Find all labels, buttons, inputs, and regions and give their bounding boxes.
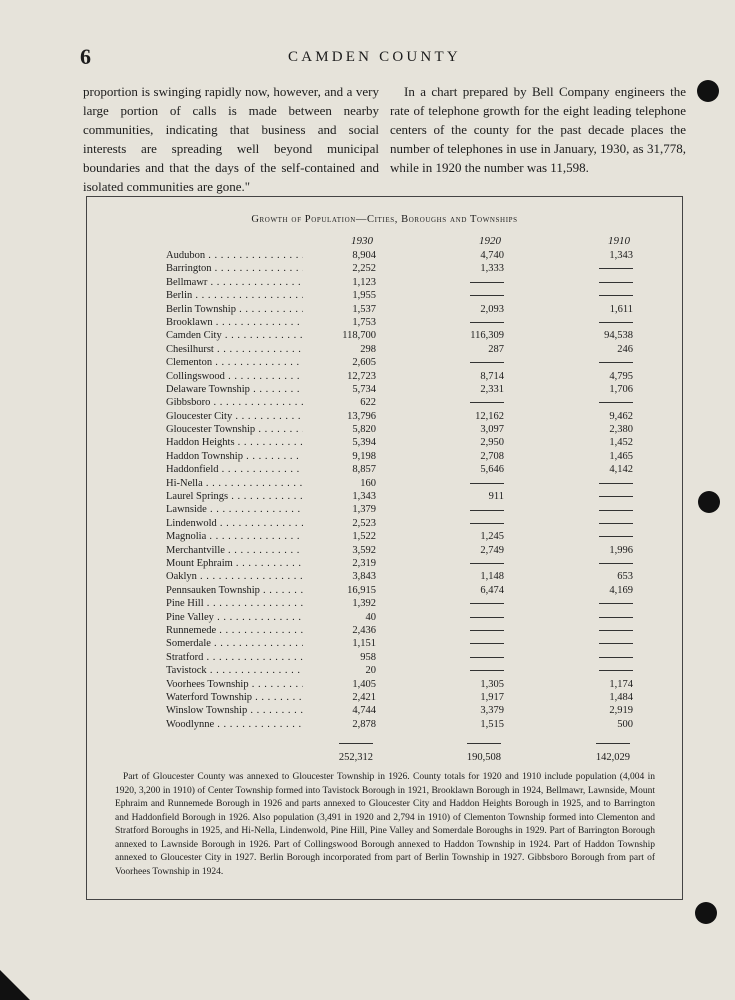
empty-value-dash bbox=[599, 282, 633, 283]
year-header-1910: 1910 bbox=[608, 235, 630, 247]
empty-value-dash bbox=[599, 402, 633, 403]
table-row bbox=[87, 303, 682, 316]
population-1920: 287 bbox=[431, 343, 504, 356]
population-1930: 8,857 bbox=[303, 463, 376, 476]
total-1920: 190,508 bbox=[466, 752, 501, 763]
population-1910: 4,142 bbox=[560, 463, 633, 476]
empty-value-dash bbox=[599, 630, 633, 631]
empty-value-dash bbox=[599, 362, 633, 363]
population-1910 bbox=[560, 597, 633, 610]
population-1920 bbox=[431, 611, 504, 624]
page-corner bbox=[0, 970, 30, 1000]
population-1930: 4,744 bbox=[303, 704, 376, 717]
population-1920 bbox=[431, 624, 504, 637]
population-1930: 2,421 bbox=[303, 691, 376, 704]
empty-value-dash bbox=[599, 483, 633, 484]
empty-value-dash bbox=[470, 630, 504, 631]
empty-value-dash bbox=[470, 282, 504, 283]
table-row bbox=[87, 343, 682, 356]
population-1910: 4,169 bbox=[560, 584, 633, 597]
population-1910 bbox=[560, 503, 633, 516]
municipality-name: Stratford . . . bbox=[166, 651, 366, 664]
table-row bbox=[87, 356, 682, 369]
municipality-name: Runnemede . . . bbox=[166, 624, 366, 637]
population-1920 bbox=[431, 289, 504, 302]
population-1910: 1,706 bbox=[560, 383, 633, 396]
population-1910: 1,996 bbox=[560, 544, 633, 557]
total-1910: 142,029 bbox=[595, 752, 630, 763]
population-1910 bbox=[560, 262, 633, 275]
population-1930: 5,734 bbox=[303, 383, 376, 396]
empty-value-dash bbox=[599, 617, 633, 618]
table-row bbox=[87, 691, 682, 704]
population-1920 bbox=[431, 396, 504, 409]
table-row bbox=[87, 370, 682, 383]
population-1910 bbox=[560, 611, 633, 624]
page-number: 6 bbox=[80, 44, 91, 69]
population-1920 bbox=[431, 597, 504, 610]
empty-value-dash bbox=[470, 670, 504, 671]
population-1920: 3,379 bbox=[431, 704, 504, 717]
population-1910 bbox=[560, 396, 633, 409]
empty-value-dash bbox=[599, 643, 633, 644]
municipality-name: Mount Ephraim . . . bbox=[166, 557, 366, 570]
population-1920 bbox=[431, 557, 504, 570]
population-1920 bbox=[431, 503, 504, 516]
population-1930: 622 bbox=[303, 396, 376, 409]
population-1930: 5,394 bbox=[303, 436, 376, 449]
population-1930: 3,592 bbox=[303, 544, 376, 557]
table-footnote: Part of Gloucester County was annexed to Gloucester Township in 1926. County totals for 1920 and 1910 include population (4,004 in 1920, 3,200 in 1910) of Center Township formed into Tavistock Borough in 1921, Brooklawn Borough in 1924, Bellmawr, Lawnside, Mount Ephraim and Runnemede Borough in 1926 and parts annexed to Gloucester City and Haddon Heights Borough in 1925, and to Barrington and Haddonfield Borough in 1926. Also population (3,491 in 1920 and 2,794 in 1910) of Clementon Township formed into Clementon and Stratford Boroughs in 1925, and Hi-Nella, Lindenwold, Pine Hill, Pine Valley and Somerdale Boroughs in 1929. Part of Barrington Borough annexed to Lawnside Borough in 1926. Part of Collingswood Borough annexed to Haddon Township in 1924. Part of Haddon Township annexed to Gloucester City in 1927. Berlin Borough incorporated from part of Berlin Township in 1927. Gibbsboro Borough from part of Voorhees Township in 1924. bbox=[115, 772, 655, 877]
population-1910: 246 bbox=[560, 343, 633, 356]
population-1910 bbox=[560, 557, 633, 570]
table-row bbox=[87, 316, 682, 329]
population-1920 bbox=[431, 517, 504, 530]
municipality-name: Berlin . . . bbox=[166, 289, 366, 302]
left-paragraph: proportion is swinging rapidly now, however, and a very large portion of calls is made between nearby communities, indicating that business and social interests are spreading well beyond municipal boundaries and that the days of the self-contained and isolated communities are gone." bbox=[83, 84, 379, 194]
binder-hole bbox=[697, 80, 719, 102]
table-row bbox=[87, 423, 682, 436]
population-1920 bbox=[431, 664, 504, 677]
municipality-name: Brooklawn . . . bbox=[166, 316, 366, 329]
population-table-box bbox=[86, 196, 683, 900]
municipality-name: Haddon Heights . . . bbox=[166, 436, 366, 449]
population-1930: 1,522 bbox=[303, 530, 376, 543]
population-1930: 3,843 bbox=[303, 570, 376, 583]
empty-value-dash bbox=[470, 643, 504, 644]
population-1920: 911 bbox=[431, 490, 504, 503]
population-1910: 1,611 bbox=[560, 303, 633, 316]
municipality-name: Merchantville . . . bbox=[166, 544, 366, 557]
population-1930: 1,537 bbox=[303, 303, 376, 316]
table-row bbox=[87, 651, 682, 664]
table-row bbox=[87, 329, 682, 342]
population-1930: 20 bbox=[303, 664, 376, 677]
empty-value-dash bbox=[470, 563, 504, 564]
population-1930: 2,878 bbox=[303, 718, 376, 731]
population-1910: 1,174 bbox=[560, 678, 633, 691]
population-1920: 1,245 bbox=[431, 530, 504, 543]
municipality-name: Collingswood . . . bbox=[166, 370, 366, 383]
municipality-name: Delaware Township . . . bbox=[166, 383, 366, 396]
population-1930: 2,252 bbox=[303, 262, 376, 275]
population-1910 bbox=[560, 276, 633, 289]
municipality-name: Pennsauken Township . . . bbox=[166, 584, 366, 597]
year-header-1920: 1920 bbox=[479, 235, 501, 247]
table-row bbox=[87, 637, 682, 650]
table-row bbox=[87, 477, 682, 490]
population-1920: 2,950 bbox=[431, 436, 504, 449]
population-1930: 1,405 bbox=[303, 678, 376, 691]
table-title: Growth of Population—Cities, Boroughs and Townships bbox=[251, 214, 518, 225]
population-1910: 4,795 bbox=[560, 370, 633, 383]
municipality-name: Camden City . . . bbox=[166, 329, 366, 342]
empty-value-dash bbox=[470, 617, 504, 618]
total-rule-1920 bbox=[467, 743, 501, 744]
empty-value-dash bbox=[470, 362, 504, 363]
table-row bbox=[87, 517, 682, 530]
population-1920 bbox=[431, 356, 504, 369]
population-1920: 1,305 bbox=[431, 678, 504, 691]
table-row bbox=[87, 262, 682, 275]
running-head: CAMDEN COUNTY bbox=[288, 49, 461, 65]
municipality-name: Gibbsboro . . . bbox=[166, 396, 366, 409]
right-paragraph: In a chart prepared by Bell Company engineers the rate of telephone growth for the eight leading telephone centers of the county for the past decade places the number of telephones in use in January, 1930, as 31,778, while in 1920 the number was 11,598. bbox=[390, 84, 686, 175]
population-1920 bbox=[431, 276, 504, 289]
population-1920: 2,331 bbox=[431, 383, 504, 396]
population-1910 bbox=[560, 316, 633, 329]
table-row bbox=[87, 410, 682, 423]
population-1920: 12,162 bbox=[431, 410, 504, 423]
table-row bbox=[87, 557, 682, 570]
population-1930: 1,753 bbox=[303, 316, 376, 329]
municipality-name: Lindenwold . . . bbox=[166, 517, 366, 530]
population-1910: 2,919 bbox=[560, 704, 633, 717]
population-1920: 1,515 bbox=[431, 718, 504, 731]
empty-value-dash bbox=[599, 536, 633, 537]
table-row bbox=[87, 289, 682, 302]
municipality-name: Chesilhurst . . . bbox=[166, 343, 366, 356]
table-row bbox=[87, 570, 682, 583]
total-rule-1930 bbox=[339, 743, 373, 744]
population-1930: 1,392 bbox=[303, 597, 376, 610]
municipality-name: Somerdale . . . bbox=[166, 637, 366, 650]
population-1920: 2,708 bbox=[431, 450, 504, 463]
population-1910: 1,484 bbox=[560, 691, 633, 704]
empty-value-dash bbox=[599, 657, 633, 658]
empty-value-dash bbox=[470, 322, 504, 323]
municipality-name: Winslow Township . . . bbox=[166, 704, 366, 717]
population-1910 bbox=[560, 477, 633, 490]
municipality-name: Barrington . . . bbox=[166, 262, 366, 275]
municipality-name: Woodlynne . . . bbox=[166, 718, 366, 731]
municipality-name: Waterford Township . . . bbox=[166, 691, 366, 704]
municipality-name: Laurel Springs . . . bbox=[166, 490, 366, 503]
population-1930: 8,904 bbox=[303, 249, 376, 262]
table-row bbox=[87, 383, 682, 396]
population-1920: 1,148 bbox=[431, 570, 504, 583]
empty-value-dash bbox=[470, 295, 504, 296]
population-1930: 12,723 bbox=[303, 370, 376, 383]
table-row bbox=[87, 450, 682, 463]
municipality-name: Hi-Nella . . . bbox=[166, 477, 366, 490]
empty-value-dash bbox=[470, 523, 504, 524]
municipality-name: Pine Valley . . . bbox=[166, 611, 366, 624]
population-1930: 118,700 bbox=[303, 329, 376, 342]
population-1910: 9,462 bbox=[560, 410, 633, 423]
population-1930: 2,436 bbox=[303, 624, 376, 637]
total-rule-1910 bbox=[596, 743, 630, 744]
population-1930: 5,820 bbox=[303, 423, 376, 436]
table-row bbox=[87, 396, 682, 409]
table-row bbox=[87, 624, 682, 637]
empty-value-dash bbox=[470, 402, 504, 403]
population-1910 bbox=[560, 664, 633, 677]
empty-value-dash bbox=[470, 510, 504, 511]
population-1910: 1,343 bbox=[560, 249, 633, 262]
table-row bbox=[87, 584, 682, 597]
empty-value-dash bbox=[470, 483, 504, 484]
municipality-name: Haddonfield . . . bbox=[166, 463, 366, 476]
empty-value-dash bbox=[599, 295, 633, 296]
table-rows bbox=[87, 249, 682, 731]
total-1930: 252,312 bbox=[338, 752, 373, 763]
table-row bbox=[87, 490, 682, 503]
population-1930: 2,523 bbox=[303, 517, 376, 530]
population-1920: 1,917 bbox=[431, 691, 504, 704]
binder-hole bbox=[695, 902, 717, 924]
population-1930: 40 bbox=[303, 611, 376, 624]
population-1930: 1,123 bbox=[303, 276, 376, 289]
empty-value-dash bbox=[599, 603, 633, 604]
municipality-name: Magnolia . . . bbox=[166, 530, 366, 543]
population-1910 bbox=[560, 517, 633, 530]
population-1910 bbox=[560, 530, 633, 543]
population-1920: 8,714 bbox=[431, 370, 504, 383]
table-row bbox=[87, 664, 682, 677]
municipality-name: Gloucester Township . . . bbox=[166, 423, 366, 436]
municipality-name: Audubon . . . bbox=[166, 249, 366, 262]
municipality-name: Voorhees Township . . . bbox=[166, 678, 366, 691]
empty-value-dash bbox=[599, 496, 633, 497]
empty-value-dash bbox=[599, 670, 633, 671]
municipality-name: Gloucester City . . . bbox=[166, 410, 366, 423]
population-1930: 1,151 bbox=[303, 637, 376, 650]
municipality-name: Berlin Township . . . bbox=[166, 303, 366, 316]
population-1910: 1,465 bbox=[560, 450, 633, 463]
empty-value-dash bbox=[599, 510, 633, 511]
table-row bbox=[87, 544, 682, 557]
population-1910 bbox=[560, 624, 633, 637]
population-1910: 2,380 bbox=[560, 423, 633, 436]
population-1910: 500 bbox=[560, 718, 633, 731]
empty-value-dash bbox=[599, 268, 633, 269]
population-1910: 94,538 bbox=[560, 329, 633, 342]
table-row bbox=[87, 718, 682, 731]
population-1910 bbox=[560, 289, 633, 302]
municipality-name: Tavistock . . . bbox=[166, 664, 366, 677]
table-row bbox=[87, 530, 682, 543]
population-1930: 958 bbox=[303, 651, 376, 664]
population-1920 bbox=[431, 316, 504, 329]
population-1910 bbox=[560, 356, 633, 369]
table-row bbox=[87, 503, 682, 516]
municipality-name: Oaklyn . . . bbox=[166, 570, 366, 583]
empty-value-dash bbox=[599, 322, 633, 323]
population-1930: 1,955 bbox=[303, 289, 376, 302]
municipality-name: Clementon . . . bbox=[166, 356, 366, 369]
population-1920: 1,333 bbox=[431, 262, 504, 275]
population-1910 bbox=[560, 651, 633, 664]
population-1930: 2,605 bbox=[303, 356, 376, 369]
population-1930: 160 bbox=[303, 477, 376, 490]
municipality-name: Bellmawr . . . bbox=[166, 276, 366, 289]
left-column bbox=[83, 82, 379, 196]
population-1920: 116,309 bbox=[431, 329, 504, 342]
table-row bbox=[87, 704, 682, 717]
table-row bbox=[87, 611, 682, 624]
population-1930: 1,343 bbox=[303, 490, 376, 503]
population-1930: 9,198 bbox=[303, 450, 376, 463]
table-row bbox=[87, 463, 682, 476]
municipality-name: Pine Hill . . . bbox=[166, 597, 366, 610]
population-1910: 653 bbox=[560, 570, 633, 583]
empty-value-dash bbox=[599, 563, 633, 564]
population-1910 bbox=[560, 637, 633, 650]
municipality-name: Haddon Township . . . bbox=[166, 450, 366, 463]
population-1920: 5,646 bbox=[431, 463, 504, 476]
empty-value-dash bbox=[470, 603, 504, 604]
table-row bbox=[87, 276, 682, 289]
year-header-1930: 1930 bbox=[351, 235, 373, 247]
population-1920: 2,093 bbox=[431, 303, 504, 316]
population-1930: 1,379 bbox=[303, 503, 376, 516]
table-row bbox=[87, 436, 682, 449]
population-1920: 4,740 bbox=[431, 249, 504, 262]
population-1930: 2,319 bbox=[303, 557, 376, 570]
population-1920: 3,097 bbox=[431, 423, 504, 436]
table-row bbox=[87, 597, 682, 610]
table-row bbox=[87, 678, 682, 691]
population-1920 bbox=[431, 477, 504, 490]
population-1930: 13,796 bbox=[303, 410, 376, 423]
population-1920 bbox=[431, 651, 504, 664]
empty-value-dash bbox=[470, 657, 504, 658]
right-column bbox=[390, 82, 686, 177]
municipality-name: Lawnside . . . bbox=[166, 503, 366, 516]
table-row bbox=[87, 249, 682, 262]
population-1910: 1,452 bbox=[560, 436, 633, 449]
population-1910 bbox=[560, 490, 633, 503]
population-1920: 2,749 bbox=[431, 544, 504, 557]
population-1930: 298 bbox=[303, 343, 376, 356]
population-1930: 16,915 bbox=[303, 584, 376, 597]
binder-hole bbox=[698, 491, 720, 513]
population-1920: 6,474 bbox=[431, 584, 504, 597]
empty-value-dash bbox=[599, 523, 633, 524]
population-1920 bbox=[431, 637, 504, 650]
